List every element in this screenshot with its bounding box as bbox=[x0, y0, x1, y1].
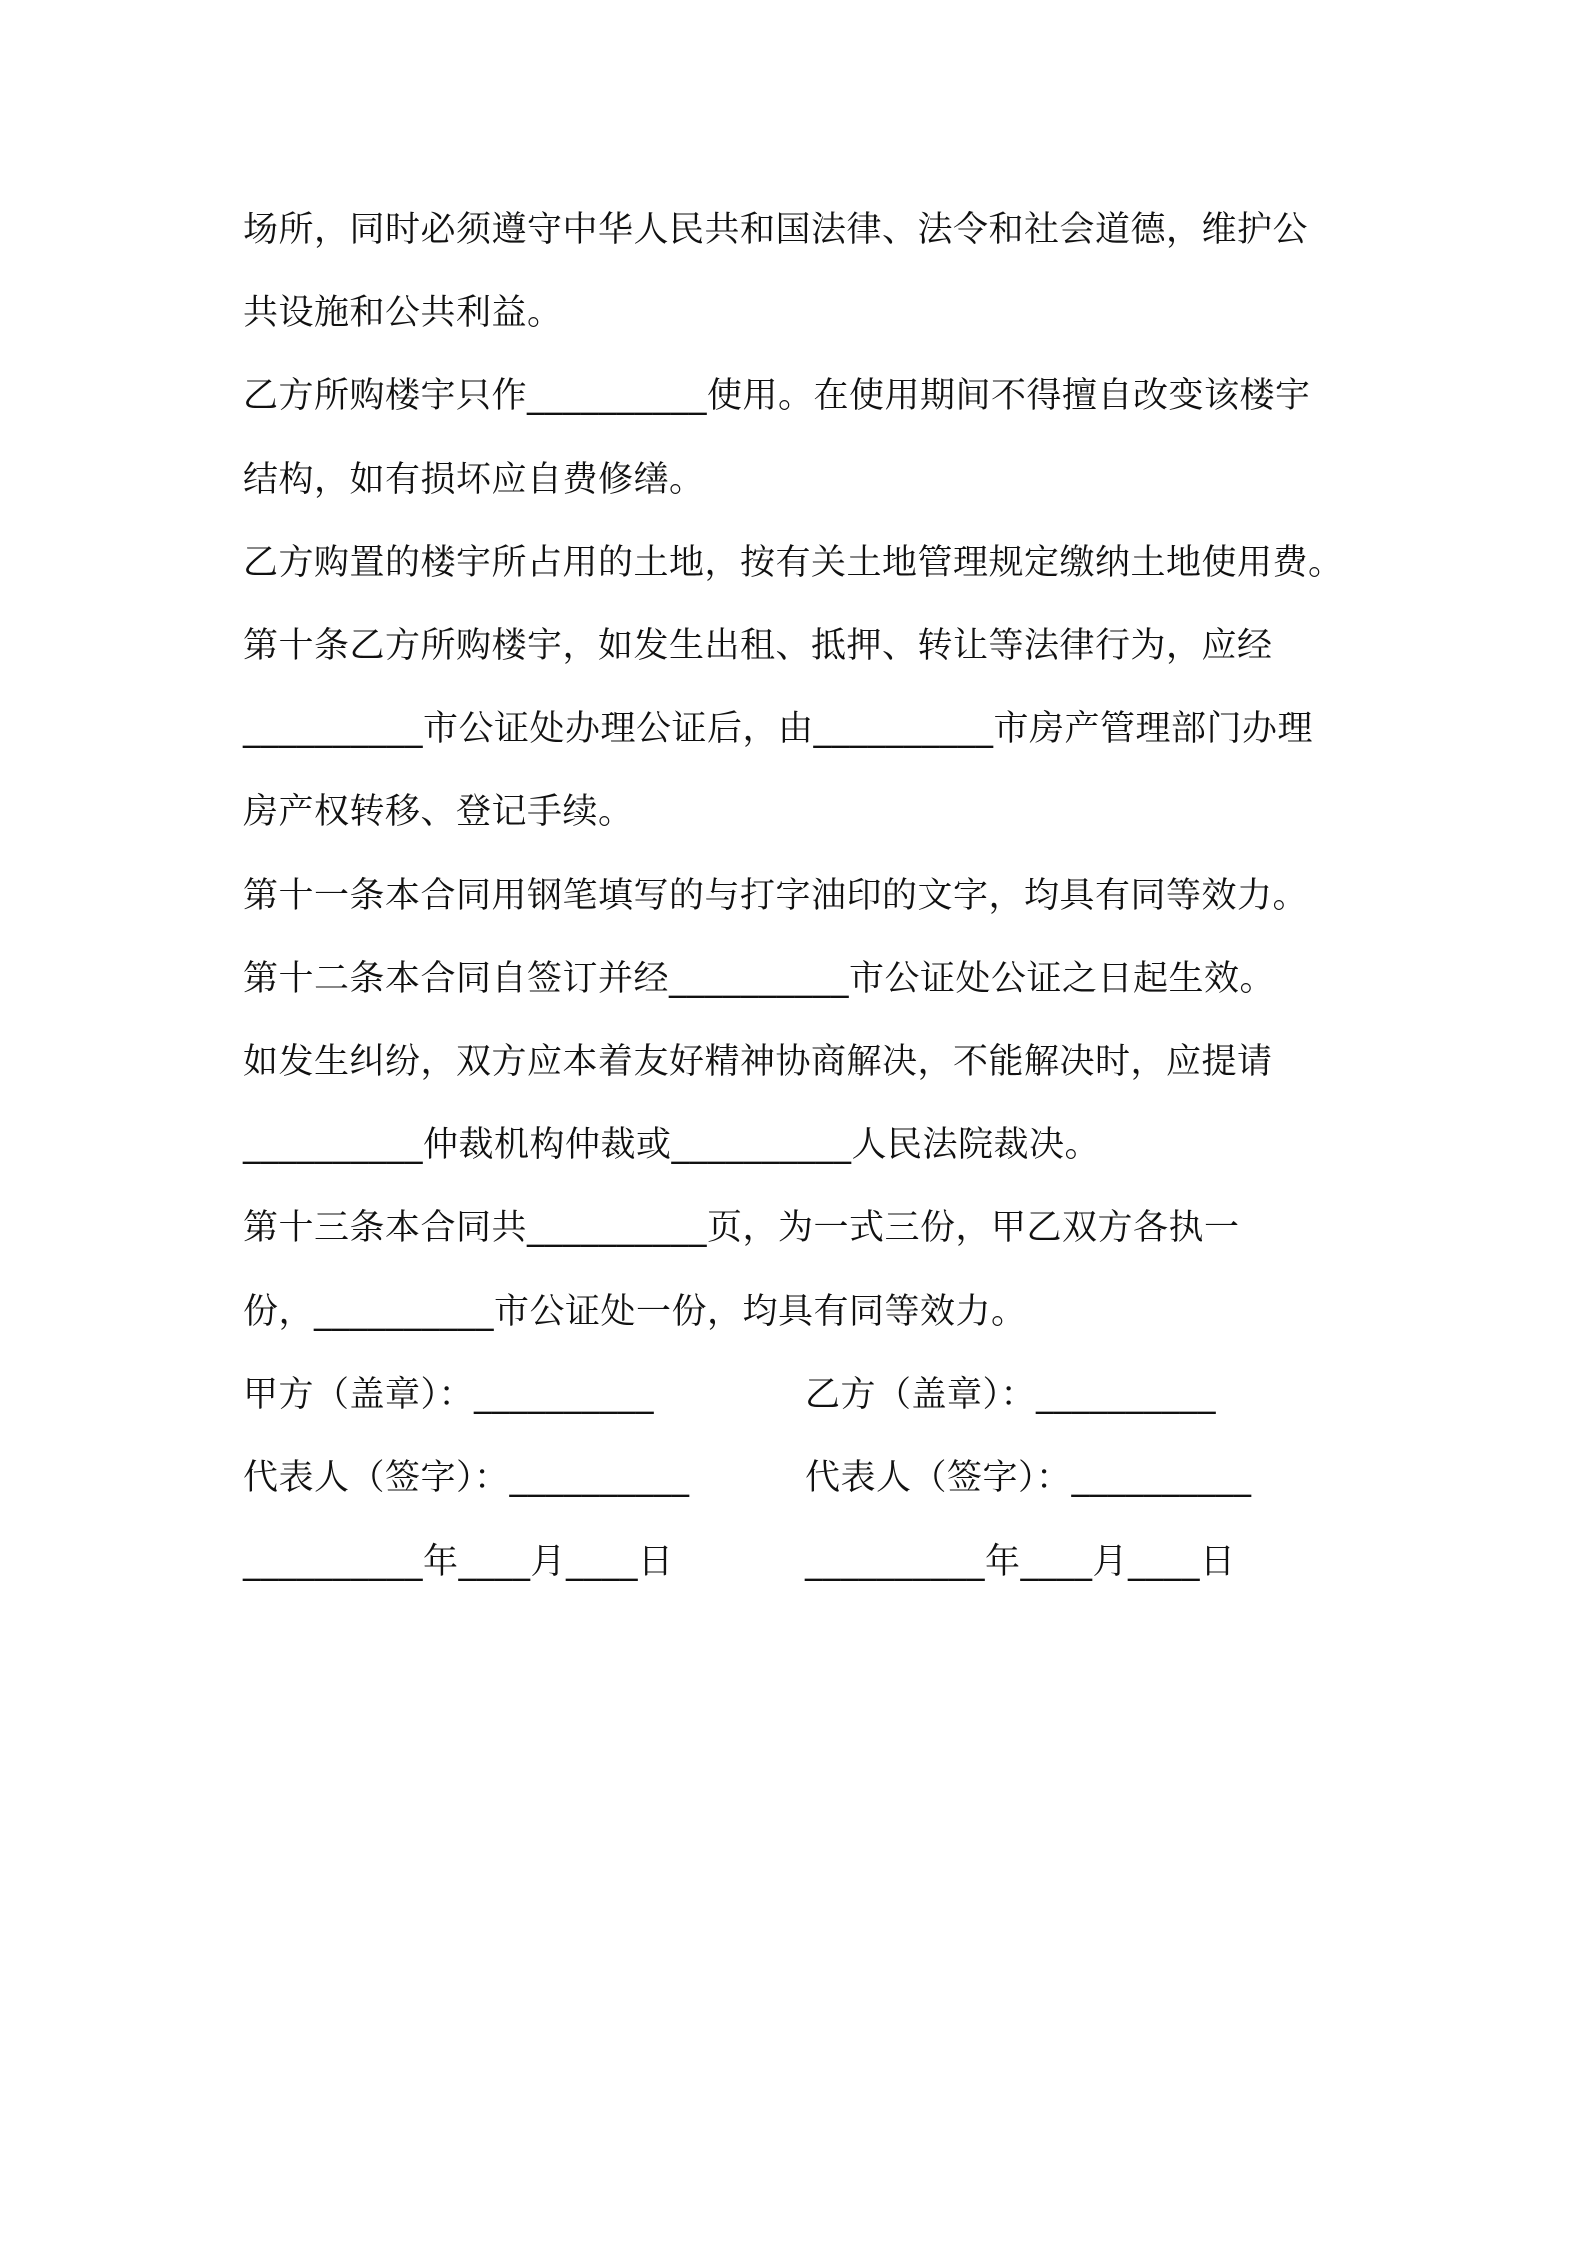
paragraph-line: 结构，如有损坏应自费修缮。 bbox=[243, 460, 705, 500]
party-b-seal: 乙方（盖章）：__________ bbox=[805, 1375, 1217, 1415]
paragraph-line: 房产权转移、登记手续。 bbox=[243, 792, 634, 832]
party-a-seal: 甲方（盖章）：__________ bbox=[243, 1375, 655, 1415]
party-b-representative: 代表人（签字）：__________ bbox=[805, 1458, 1252, 1498]
article-thirteen-line: 第十三条本合同共__________页，为一式三份，甲乙双方各执一 bbox=[243, 1208, 1240, 1248]
party-a-date: __________年____月____日 bbox=[243, 1542, 674, 1582]
article-eleven-line: 第十一条本合同用钢笔填写的与打字油印的文字，均具有同等效力。 bbox=[243, 876, 1309, 916]
paragraph-line: __________仲裁机构仲裁或__________人民法院裁决。 bbox=[243, 1125, 1101, 1165]
paragraph-line: 份，__________市公证处一份，均具有同等效力。 bbox=[243, 1292, 1027, 1332]
article-twelve-line: 第十二条本合同自签订并经__________市公证处公证之日起生效。 bbox=[243, 959, 1276, 999]
paragraph-line: 乙方所购楼宇只作__________使用。在使用期间不得擅自改变该楼宇 bbox=[243, 376, 1311, 416]
paragraph-line: __________市公证处办理公证后，由__________市房产管理部门办理 bbox=[243, 709, 1314, 749]
paragraph-line: 如发生纠纷，双方应本着友好精神协商解决，不能解决时，应提请 bbox=[243, 1042, 1273, 1082]
paragraph-line: 乙方购置的楼宇所占用的土地，按有关土地管理规定缴纳土地使用费。 bbox=[243, 543, 1344, 583]
party-a-representative: 代表人（签字）：__________ bbox=[243, 1458, 690, 1498]
paragraph-line: 共设施和公共利益。 bbox=[243, 293, 563, 333]
article-ten-line: 第十条乙方所购楼宇，如发生出租、抵押、转让等法律行为，应经 bbox=[243, 626, 1273, 666]
paragraph-line: 场所，同时必须遵守中华人民共和国法律、法令和社会道德，维护公 bbox=[243, 210, 1309, 250]
party-b-date: __________年____月____日 bbox=[805, 1542, 1236, 1582]
